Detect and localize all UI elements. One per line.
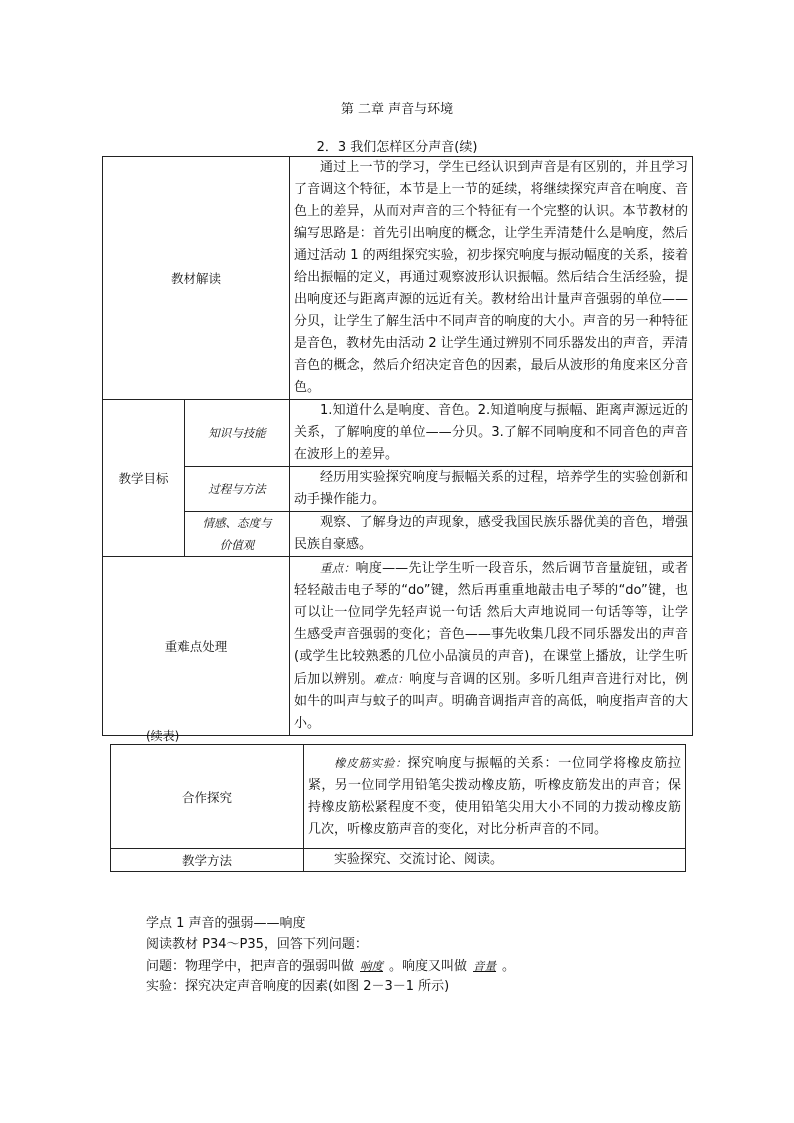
study-point-heading: 学点 1 声音的强弱——响度 (146, 916, 306, 931)
row-label-fangfa: 教学方法 (111, 849, 304, 872)
fangfa-content: 实验探究、交流讨论、阅读。 (304, 849, 686, 872)
key-point-text: 响度——先让学生听一段音乐，然后调节音量旋钮，或者轻轻敲击电子琴的“do”键，然后再重重地敲击电子琴的“do”键，也可以让一位同学先轻声说一句话 然后大声地说同一句话等等，让学生感受声音强弱的变化；音色——事先收集几段不同乐器发出的声音(或学生比较熟悉的几位小品演员的声音)，在课堂上播放，让学生听后加以辨别。 (294, 561, 689, 687)
guocheng-content: 经历用实验探究响度与振幅关系的过程，培养学生的实验创新和动手操作能力。 (290, 467, 693, 512)
question-middle: 。响度又叫做 (389, 959, 468, 974)
difficult-point-text: 响度与音调的区别。多听几组声音进行对比，例如牛的叫声与蚊子的叫声。明确音调指声音的高低，响度指声音的大小。 (294, 672, 689, 731)
continued-note: (续表) (146, 729, 180, 743)
table-row (103, 400, 693, 467)
sub-label-qinggan (185, 512, 290, 557)
table-row (103, 557, 693, 736)
answer-blank-1: 响度 (360, 959, 384, 973)
zhongnan-content (290, 557, 693, 736)
qinggan-content: 观察、了解身边的声现象，感受我国民族乐器优美的音色，增强民族自豪感。 (290, 512, 693, 557)
zhishi-content: 1.知道什么是响度、音色。2.知道响度与振幅、距离声源远近的关系，了解响度的单位——分贝。3.了解不同响度和不同音色的声音在波形上的差异。 (290, 400, 693, 467)
table-row (103, 467, 693, 512)
sub-label-guocheng: 过程与方法 (185, 467, 290, 512)
question-prefix: 问题：物理学中，把声音的强弱叫做 (146, 959, 355, 974)
table-row (103, 512, 693, 557)
rubber-band-tag: 橡皮筋实验： (334, 756, 408, 770)
sub-label-qinggan-line2: 价值观 (219, 538, 255, 552)
table-row (111, 849, 686, 872)
table-row (111, 745, 686, 849)
jiaocai-content: 通过上一节的学习，学生已经认识到声音是有区别的，并且学习了音调这个特征，本节是上一节的延续，将继续探究声音在响度、音色上的差异，从而对声音的三个特征有一个完整的认识。本节教材的编写思路是：首先引出响度的概念，让学生弄清楚什么是响度，然后通过活动 1 的两组探究实验，初步探究响度与振动幅度的关系，接着给出振幅的定义，再通过观察波形认识振幅。然后结合生活经验，提出响度还与距离声源的远近有关。教材给出计量声音强弱的单位——分贝，让学生了解生活中不同声音的响度的大小。声音的另一种特征是音色，教材先由活动 2 让学生通过辨别不同乐器发出的声音，弄清音色的概念，然后介绍决定音色的因素，最后从波形的角度来区分音色。 (290, 157, 693, 400)
lesson-table (102, 156, 693, 736)
question-line (146, 956, 515, 977)
row-label-jiaocai: 教材解读 (103, 157, 290, 400)
table-row (103, 157, 693, 400)
difficult-point-tag: 难点： (373, 672, 410, 686)
sub-label-zhishi: 知识与技能 (185, 400, 290, 467)
section-title: 2．3 我们怎样区分声音(续) (316, 140, 478, 155)
experiment-line: 实验：探究决定声音响度的因素(如图 2－3－1 所示) (146, 979, 450, 994)
key-point-tag: 重点： (320, 561, 356, 575)
rubber-band-text: 探究响度与振幅的关系：一位同学将橡皮筋拉紧，另一位同学用铅笔尖拨动橡皮筋，听橡皮筋发出的声音；保持橡皮筋松紧程度不变，使用铅笔尖用大小不同的力拨动橡皮筋几次，听橡皮筋声音的变化，对比分析声音的不同。 (308, 756, 681, 837)
answer-blank-2: 音量 (473, 959, 497, 973)
question-suffix: 。 (502, 959, 516, 974)
chapter-title: 第 二章 声音与环境 (340, 102, 454, 117)
sub-label-qinggan-line1: 情感、态度与 (202, 516, 272, 530)
row-label-zhongnan: 重难点处理 (103, 557, 290, 736)
hezuo-content (304, 745, 686, 849)
reading-instruction: 阅读教材 P34～P35，回答下列问题： (146, 937, 368, 952)
row-label-hezuo: 合作探究 (111, 745, 304, 849)
lesson-table-continued (110, 744, 686, 872)
row-label-mubiao: 教学目标 (103, 400, 185, 557)
